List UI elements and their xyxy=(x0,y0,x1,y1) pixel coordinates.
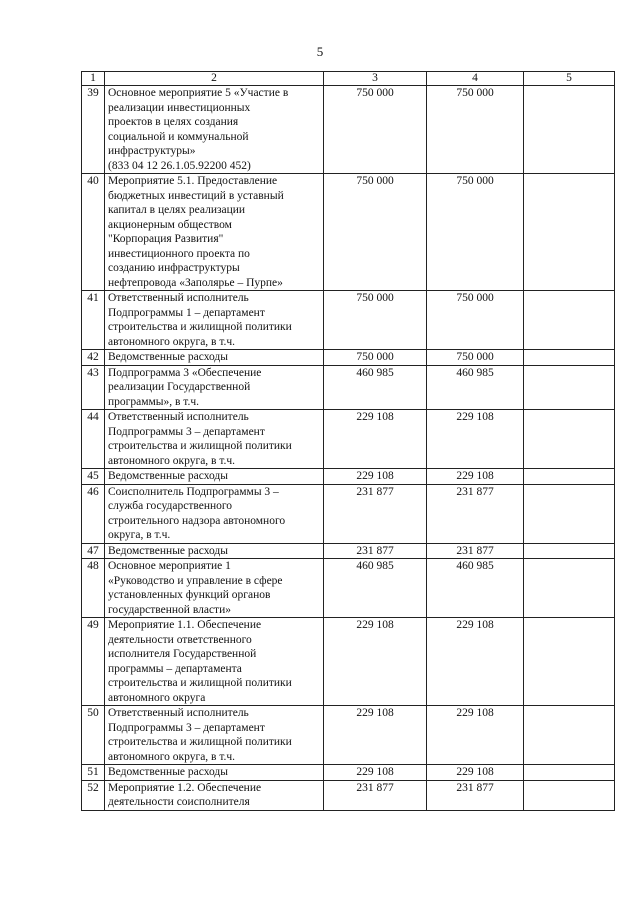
row-name-cell: Ответственный исполнитель Подпрограммы 1 – департамент строительства и жилищной политики автономного округа, в т.ч. xyxy=(105,291,324,350)
page-number: 5 xyxy=(316,44,324,59)
row-number-cell: 43 xyxy=(82,365,105,410)
row-name-cell: Ведомственные расходы xyxy=(105,469,324,485)
budget-table xyxy=(81,71,615,811)
row-number-cell: 52 xyxy=(82,780,105,810)
row-number-cell: 42 xyxy=(82,350,105,366)
table-row xyxy=(82,706,615,765)
row-col5-cell xyxy=(524,365,615,410)
row-number-cell: 50 xyxy=(82,706,105,765)
table-row xyxy=(82,559,615,618)
row-number-cell: 51 xyxy=(82,765,105,781)
row-col3-cell: 229 108 xyxy=(324,618,427,706)
column-header-3: 3 xyxy=(324,72,427,86)
row-col4-cell: 750 000 xyxy=(427,86,524,174)
row-number-cell: 47 xyxy=(82,543,105,559)
table-row xyxy=(82,350,615,366)
column-header-2: 2 xyxy=(105,72,324,86)
row-col4-cell: 231 877 xyxy=(427,543,524,559)
table-row xyxy=(82,291,615,350)
row-col4-cell: 231 877 xyxy=(427,484,524,543)
row-col5-cell xyxy=(524,350,615,366)
row-name-cell: Мероприятие 1.1. Обеспечение деятельности ответственного исполнителя Государственной программы – департамента строительства и жилищной политики автономного округа xyxy=(105,618,324,706)
row-col5-cell xyxy=(524,706,615,765)
table-row xyxy=(82,469,615,485)
table-row xyxy=(82,174,615,291)
row-col4-cell: 229 108 xyxy=(427,765,524,781)
row-col4-cell: 229 108 xyxy=(427,618,524,706)
column-header-1: 1 xyxy=(82,72,105,86)
row-col4-cell: 229 108 xyxy=(427,706,524,765)
table-header-row xyxy=(82,72,615,86)
row-col5-cell xyxy=(524,291,615,350)
row-col4-cell: 460 985 xyxy=(427,365,524,410)
row-number-cell: 45 xyxy=(82,469,105,485)
table-row xyxy=(82,765,615,781)
table-row xyxy=(82,410,615,469)
row-name-cell: Ответственный исполнитель Подпрограммы 3 – департамент строительства и жилищной политики автономного округа, в т.ч. xyxy=(105,410,324,469)
table-row xyxy=(82,484,615,543)
row-name-cell: Подпрограмма 3 «Обеспечение реализации Государственной программы», в т.ч. xyxy=(105,365,324,410)
row-col4-cell: 750 000 xyxy=(427,291,524,350)
row-number-cell: 41 xyxy=(82,291,105,350)
row-col3-cell: 229 108 xyxy=(324,706,427,765)
row-col4-cell: 229 108 xyxy=(427,469,524,485)
row-col3-cell: 231 877 xyxy=(324,484,427,543)
row-col5-cell xyxy=(524,559,615,618)
column-header-5: 5 xyxy=(524,72,615,86)
row-col3-cell: 750 000 xyxy=(324,350,427,366)
row-col4-cell: 231 877 xyxy=(427,780,524,810)
table-row xyxy=(82,86,615,174)
row-col3-cell: 750 000 xyxy=(324,291,427,350)
row-name-cell: Соисполнитель Подпрограммы 3 – служба государственного строительного надзора автономного округа, в т.ч. xyxy=(105,484,324,543)
row-number-cell: 39 xyxy=(82,86,105,174)
row-col5-cell xyxy=(524,543,615,559)
row-col5-cell xyxy=(524,780,615,810)
row-col5-cell xyxy=(524,469,615,485)
row-name-cell: Ведомственные расходы xyxy=(105,350,324,366)
row-col5-cell xyxy=(524,174,615,291)
row-number-cell: 46 xyxy=(82,484,105,543)
row-name-cell: Мероприятие 1.2. Обеспечение деятельности соисполнителя xyxy=(105,780,324,810)
row-name-cell: Ведомственные расходы xyxy=(105,765,324,781)
row-col3-cell: 229 108 xyxy=(324,469,427,485)
row-col3-cell: 750 000 xyxy=(324,174,427,291)
row-col5-cell xyxy=(524,765,615,781)
row-col5-cell xyxy=(524,618,615,706)
row-col3-cell: 229 108 xyxy=(324,410,427,469)
row-col3-cell: 460 985 xyxy=(324,559,427,618)
row-col4-cell: 460 985 xyxy=(427,559,524,618)
row-name-cell: Мероприятие 5.1. Предоставление бюджетных инвестиций в уставный капитал в целях реализации акционерным обществом "Корпорация Развития" инвестиционного проекта по созданию инфраструктуры нефтепровода «Заполярье – Пурпе» xyxy=(105,174,324,291)
row-number-cell: 40 xyxy=(82,174,105,291)
row-col4-cell: 750 000 xyxy=(427,174,524,291)
row-number-cell: 44 xyxy=(82,410,105,469)
row-col3-cell: 750 000 xyxy=(324,86,427,174)
row-col3-cell: 460 985 xyxy=(324,365,427,410)
table-row xyxy=(82,780,615,810)
column-header-4: 4 xyxy=(427,72,524,86)
row-col3-cell: 231 877 xyxy=(324,780,427,810)
table-row xyxy=(82,618,615,706)
row-col5-cell xyxy=(524,484,615,543)
row-col4-cell: 229 108 xyxy=(427,410,524,469)
row-number-cell: 48 xyxy=(82,559,105,618)
row-name-cell: Ответственный исполнитель Подпрограммы 3 – департамент строительства и жилищной политики автономного округа, в т.ч. xyxy=(105,706,324,765)
table-row xyxy=(82,543,615,559)
row-name-cell: Основное мероприятие 1 «Руководство и управление в сфере установленных функций органов государственной власти» xyxy=(105,559,324,618)
row-col4-cell: 750 000 xyxy=(427,350,524,366)
row-col5-cell xyxy=(524,86,615,174)
row-col3-cell: 231 877 xyxy=(324,543,427,559)
row-col3-cell: 229 108 xyxy=(324,765,427,781)
row-name-cell: Основное мероприятие 5 «Участие в реализации инвестиционных проектов в целях создания социальной и коммунальной инфраструктуры» (833 04 12 26.1.05.92200 452) xyxy=(105,86,324,174)
row-col5-cell xyxy=(524,410,615,469)
row-number-cell: 49 xyxy=(82,618,105,706)
table-row xyxy=(82,365,615,410)
row-name-cell: Ведомственные расходы xyxy=(105,543,324,559)
